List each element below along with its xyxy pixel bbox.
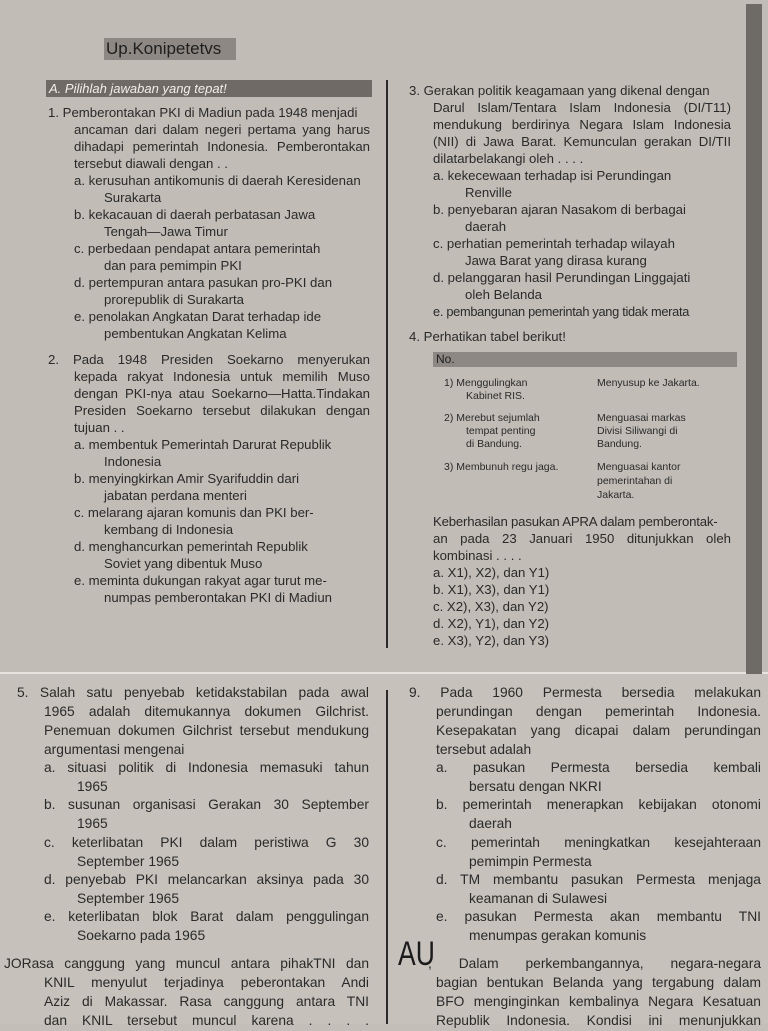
q2-line: tujuan . . — [74, 420, 125, 435]
table-cell: Menguasai kantor — [597, 461, 681, 473]
q2-option-b-cont: jabatan perdana menteri — [104, 488, 247, 503]
q1-line: 1. Pemberontakan PKI di Madiun pada 1948 menjadi — [48, 105, 358, 120]
table-cell: pemerintahan di — [597, 475, 673, 487]
q1-option-c-cont: dan para pemimpin PKI — [104, 258, 242, 273]
q3-option-c-cont: Jawa Barat yang dirasa kurang — [465, 253, 647, 268]
q2-option-c: c. melarang ajaran komunis dan PKI ber- — [74, 505, 314, 520]
table-cell: Menyusup ke Jakarta. — [597, 377, 700, 389]
q4-option-d: d. X2), Y1), dan Y2) — [433, 616, 550, 631]
q3-option-c: c. perhatian pemerintah terhadap wilayah — [433, 236, 675, 251]
q5-option-d: d. penyebab PKI melancarkan aksinya pada 30 — [44, 872, 369, 887]
q5-option-a: a. situasi politik di Indonesia memasuki tahun — [44, 760, 369, 775]
q10-line: Republik Indonesia. Kondisi ini menunjukkan — [436, 1013, 761, 1028]
q2-option-c-cont: kembang di Indonesia — [104, 522, 234, 537]
q2-line: dengan PKI-nya atau Soekarno—Hatta.Tindakan — [74, 386, 370, 401]
q2-option-b: b. menyingkirkan Amir Syarifuddin dari — [74, 471, 300, 486]
q10-line: , Dalam perkembangannya, negara-negara — [428, 956, 761, 971]
q1-option-a: a. kerusuhan antikomunis di daerah Keresidenan — [74, 173, 361, 188]
q4-option-b: b. X1), X3), dan Y1) — [433, 582, 550, 597]
q9-option-e-cont: menumpas gerakan komunis — [469, 928, 647, 943]
q4-line: an pada 23 Januari 1950 ditunjukkan oleh — [433, 531, 731, 546]
table-header: No. — [433, 352, 737, 367]
q6-line: Aziz di Makassar. Rasa canggung antara TNI — [44, 994, 369, 1009]
q2-line: kepada rakyat Indonesia untuk memilih Muso — [74, 369, 370, 384]
q6-line: dan KNIL tersebut muncul karena . . . . — [44, 1013, 369, 1028]
q4-line: kombinasi . . . . — [433, 548, 522, 563]
q9-option-e: e. pasukan Permesta akan membantu TNI — [436, 909, 761, 924]
q3-option-d-cont: oleh Belanda — [465, 287, 542, 302]
q5-option-b-cont: 1965 — [77, 816, 108, 831]
q9-line: 9. Pada 1960 Permesta bersedia melakukan — [409, 685, 761, 700]
q1-option-d: d. pertempuran antara pasukan pro-PKI dan — [74, 275, 333, 290]
q3-line: (NII) di Jawa Barat. Kemunculan gerakan DI/TII — [433, 134, 731, 149]
q2-line: Presiden Soekarno tersebut dilakukan dengan — [74, 403, 370, 418]
q10-line: bagian bentukan Belanda yang tergabung dalam — [436, 975, 761, 990]
q6-line: JORasa canggung yang muncul antara pihakTNI dan — [4, 956, 369, 971]
table-cell: 1) Menggulingkan — [444, 377, 528, 389]
q3-option-b: b. penyebaran ajaran Nasakom di berbagai — [433, 202, 686, 217]
page-separator — [0, 672, 768, 674]
q3-option-a: a. kekecewaan terhadap isi Perundingan — [433, 168, 672, 183]
q1-line: tersebut diawali dengan . . — [74, 156, 228, 171]
column-divider-top — [386, 80, 388, 648]
table-cell: di Bandung. — [466, 438, 523, 450]
q10-line: BFO menginginkan kembalinya Negara Kesatuan — [436, 994, 761, 1009]
section-a-heading: A. Pilihlah jawaban yang tepat! — [46, 80, 372, 97]
q4-line: 4. Perhatikan tabel berikut! — [409, 329, 566, 344]
q5-option-b: b. susunan organisasi Gerakan 30 September — [44, 797, 369, 812]
column-divider-bottom — [386, 690, 388, 1024]
table-cell: 3) Membunuh regu jaga. — [444, 461, 559, 473]
q4-option-a: a. X1), X2), dan Y1) — [433, 565, 550, 580]
q5-line: argumentasi mengenai — [44, 742, 185, 757]
q1-line: ancaman dari dalam negeri pertama yang harus — [74, 122, 370, 137]
q9-line: perundingan dengan pemerintah Indonesia. — [436, 704, 761, 719]
q2-option-a: a. membentuk Pemerintah Darurat Republik — [74, 437, 332, 452]
table-cell: Kabinet RIS. — [466, 390, 525, 402]
q5-option-e: e. keterlibatan blok Barat dalam penggulingan — [44, 909, 369, 924]
q9-option-b-cont: daerah — [469, 816, 512, 831]
page-title: Up.Konipetetvs — [104, 38, 236, 60]
q3-option-a-cont: Renville — [465, 185, 512, 200]
q2-option-d-cont: Soviet yang dibentuk Muso — [104, 556, 263, 571]
q4-option-c: c. X2), X3), dan Y2) — [433, 599, 549, 614]
q9-option-c: c. pemerintah meningkatkan kesejahteraan — [436, 835, 761, 850]
q9-option-b: b. pemerintah menerapkan kebijakan otonomi — [436, 797, 761, 812]
table-cell: tempat penting — [466, 425, 536, 437]
q1-option-b: b. kekacauan di daerah perbatasan Jawa — [74, 207, 316, 222]
table-cell: Jakarta. — [597, 489, 635, 501]
q5-option-c: c. keterlibatan PKI dalam peristiwa G 30 — [44, 835, 369, 850]
q3-line: Darul Islam/Tentara Islam Indonesia (DI/T11) — [433, 100, 731, 115]
q3-line: 3. Gerakan politik keagamaan yang dikenal dengan — [409, 83, 710, 98]
q9-option-a: a. pasukan Permesta bersedia kembali — [436, 760, 761, 775]
q1-option-e: e. penolakan Angkatan Darat terhadap ide — [74, 309, 322, 324]
table-cell: Divisi Siliwangi di — [597, 425, 678, 437]
q3-line: dilatarbelakangi oleh . . . . — [433, 151, 584, 166]
q2-option-e-cont: numpas pemberontakan PKI di Madiun — [104, 590, 332, 605]
q4-line: Keberhasilan pasukan APRA dalam pemberontak- — [433, 514, 718, 529]
handwritten-mark: AU — [398, 935, 435, 973]
q9-option-a-cont: bersatu dengan NKRI — [469, 779, 602, 794]
scrollbar[interactable] — [746, 4, 762, 674]
q4-option-e: e. X3), Y2), dan Y3) — [433, 633, 550, 648]
q2-line: 2. Pada 1948 Presiden Soekarno menyerukan — [48, 352, 370, 367]
q9-line: tersebut adalah — [436, 742, 532, 757]
q2-option-a-cont: Indonesia — [104, 454, 162, 469]
q5-line: Penemuan dokumen Gilchrist tersebut mendukung — [44, 723, 369, 738]
q9-option-d: d. TM membantu pasukan Permesta menjaga — [436, 872, 761, 887]
q5-option-a-cont: 1965 — [77, 779, 108, 794]
q1-option-e-cont: pembentukan Angkatan Kelima — [104, 326, 287, 341]
q1-option-b-cont: Tengah—Jawa Timur — [104, 224, 228, 239]
q3-option-e: e. pembangunan pemerintah yang tidak merata — [433, 304, 690, 319]
q6-line: KNIL menyulut terjadinya peberontakan Andi — [44, 975, 369, 990]
q1-option-a-cont: Surakarta — [104, 190, 162, 205]
q9-option-c-cont: pemimpin Permesta — [469, 854, 592, 869]
q2-option-e: e. meminta dukungan rakyat agar turut me- — [74, 573, 327, 588]
q5-option-d-cont: September 1965 — [77, 891, 180, 906]
q1-option-c: c. perbedaan pendapat antara pemerintah — [74, 241, 321, 256]
q3-option-b-cont: daerah — [465, 219, 507, 234]
table-cell: Menguasai markas — [597, 412, 686, 424]
table-cell: 2) Merebut sejumlah — [444, 412, 540, 424]
q2-option-d: d. menghancurkan pemerintah Republik — [74, 539, 308, 554]
q3-line: mendukung berdirinya Negara Islam Indonesia — [433, 117, 731, 132]
q9-option-d-cont: keamanan di Sulawesi — [469, 891, 608, 906]
q5-option-e-cont: Soekarno pada 1965 — [77, 928, 206, 943]
q1-line: dihadapi pemerintah Indonesia. Pemberontakan — [74, 139, 370, 154]
table-cell: Bandung. — [597, 438, 642, 450]
q5-option-c-cont: September 1965 — [77, 854, 180, 869]
q5-line: 1965 adalah ditemukannya dokumen Gilchrist. — [44, 704, 369, 719]
q3-option-d: d. pelanggaran hasil Perundingan Linggajati — [433, 270, 691, 285]
q9-line: Kesepakatan yang dicapai dalam perundingan — [436, 723, 761, 738]
q5-line: 5. Salah satu penyebab ketidakstabilan pada awal — [17, 685, 369, 700]
q1-option-d-cont: prorepublik di Surakarta — [104, 292, 245, 307]
